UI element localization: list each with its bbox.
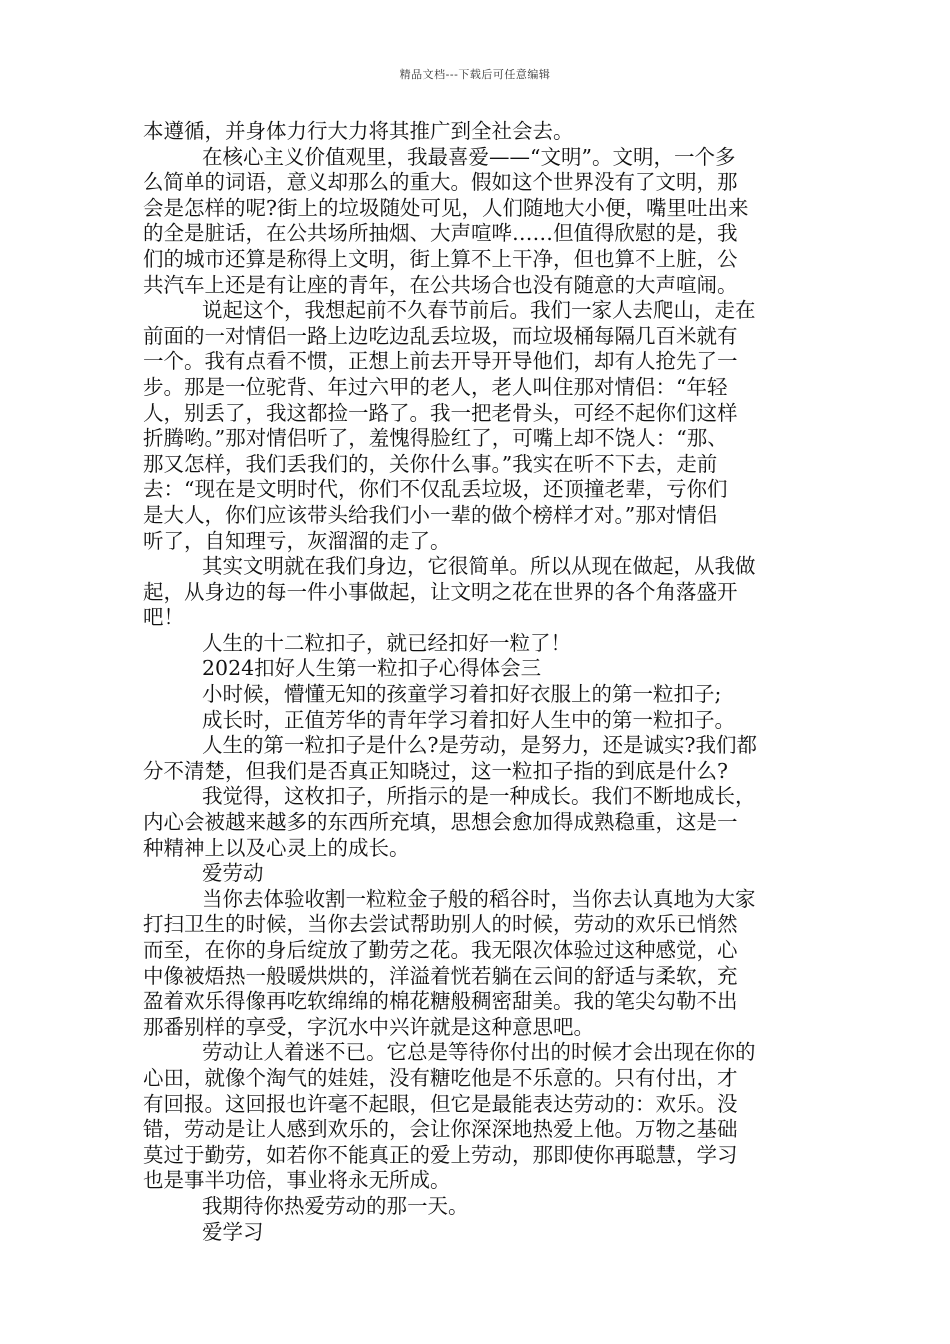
text-line: 共汽车上还是有让座的青年，在公共场合也没有随意的大声喧闹。 — [143, 272, 738, 297]
text-line: 那又怎样，我们丢我们的，关你什么事。”我实在听不下去，走前 — [143, 451, 718, 476]
text-line: 吧！ — [143, 605, 184, 630]
text-line: 是大人，你们应该带头给我们小一辈的做个榜样才对。”那对情侣 — [143, 502, 718, 527]
text-line: 前面的一对情侣一路上边吃边乱丢垃圾，而垃圾桶每隔几百米就有 — [143, 323, 738, 348]
text-line: 么简单的词语，意义却那么的重大。假如这个世界没有了文明，那 — [143, 170, 738, 195]
text-line: 人生的第一粒扣子是什么?是劳动，是努力，还是诚实?我们都 — [202, 733, 757, 758]
text-line: 那番别样的享受，字沉水中兴许就是这种意思吧。 — [143, 1014, 594, 1039]
text-line: 会是怎样的呢?街上的垃圾随处可见，人们随地大小便，嘴里吐出来 — [143, 195, 749, 220]
text-line: 而至，在你的身后绽放了勤劳之花。我无限次体验过这种感觉，心 — [143, 938, 738, 962]
text-line: 也是事半功倍，事业将永无所成。 — [143, 1168, 451, 1193]
text-line: 打扫卫生的时候，当你去尝试帮助别人的时候，劳动的欢乐已悄然 — [143, 912, 738, 937]
document-body — [143, 119, 809, 1245]
text-line: 心田，就像个淘气的娃娃，没有糖吃他是不乐意的。只有付出，才 — [143, 1065, 738, 1090]
text-line: 去：“现在是文明时代，你们不仅乱丢垃圾，还顶撞老辈，亏你们 — [143, 477, 728, 502]
text-line: 当你去体验收割一粒粒金子般的稻谷时，当你去认真地为大家 — [202, 886, 756, 911]
text-line: 本遵循，并身体力行大力将其推广到全社会去。 — [143, 119, 574, 143]
text-line: 种精神上以及心灵上的成长。 — [143, 835, 410, 860]
text-line: 在核心主义价值观里，我最喜爱——“文明”。文明，一个多 — [202, 144, 736, 169]
text-line: 中像被焐热一般暖烘烘的，洋溢着恍若躺在云间的舒适与柔软，充 — [143, 963, 738, 988]
text-line: 2024扣好人生第一粒扣子心得体会三 — [202, 656, 542, 681]
text-line: 爱学习 — [202, 1219, 264, 1244]
text-line: 起，从身边的每一件小事做起，让文明之花在世界的各个角落盛开 — [143, 579, 738, 604]
text-line: 分不清楚，但我们是否真正知晓过，这一粒扣子指的到底是什么? — [143, 758, 728, 783]
text-line: 听了，自知理亏，灰溜溜的走了。 — [143, 528, 451, 553]
text-line: 的全是脏话，在公共场所抽烟、大声喧哗……但值得欣慰的是，我 — [143, 221, 738, 246]
text-line: 爱劳动 — [202, 861, 264, 886]
text-line: 内心会被越来越多的东西所充填，思想会愈加得成熟稳重，这是一 — [143, 810, 738, 835]
text-line: 劳动让人着迷不已。它总是等待你付出的时候才会出现在你的 — [202, 1040, 756, 1065]
text-line: 人生的十二粒扣子，就已经扣好一粒了！ — [202, 630, 571, 655]
text-line: 折腾哟。”那对情侣听了，羞愧得脸红了，可嘴上却不饶人：“那、 — [143, 426, 728, 451]
text-line: 我期待你热爱劳动的那一天。 — [202, 1193, 469, 1218]
text-line: 其实文明就在我们身边，它很简单。所以从现在做起，从我做 — [202, 554, 756, 579]
text-line: 莫过于勤劳，如若你不能真正的爱上劳动，那即使你再聪慧，学习 — [143, 1142, 738, 1167]
text-line: 步。那是一位驼背、年过六甲的老人，老人叫住那对情侣：“年轻 — [143, 374, 728, 399]
text-line: 说起这个，我想起前不久春节前后。我们一家人去爬山，走在 — [202, 298, 756, 323]
text-line: 们的城市还算是称得上文明，街上算不上干净，但也算不上脏，公 — [143, 246, 738, 271]
text-line: 有回报。这回报也许毫不起眼，但它是最能表达劳动的：欢乐。没 — [143, 1091, 738, 1116]
text-line: 小时候，懵懂无知的孩童学习着扣好衣服上的第一粒扣子; — [202, 682, 722, 707]
page-header: 精品文档---下载后可任意编辑 — [399, 68, 551, 81]
text-line: 我觉得，这枚扣子，所指示的是一种成长。我们不断地成长， — [202, 784, 756, 809]
text-line: 错，劳动是让人感到欢乐的，会让你深深地热爱上他。万物之基础 — [143, 1117, 738, 1142]
text-line: 盈着欢乐得像再吃软绵绵的棉花糖般稠密甜美。我的笔尖勾勒不出 — [143, 989, 738, 1014]
text-line: 一个。我有点看不惯，正想上前去开导开导他们，却有人抢先了一 — [143, 349, 738, 374]
text-line: 成长时，正值芳华的青年学习着扣好人生中的第一粒扣子。 — [202, 707, 735, 732]
text-line: 人，别丢了，我这都捡一路了。我一把老骨头，可经不起你们这样 — [143, 400, 738, 425]
